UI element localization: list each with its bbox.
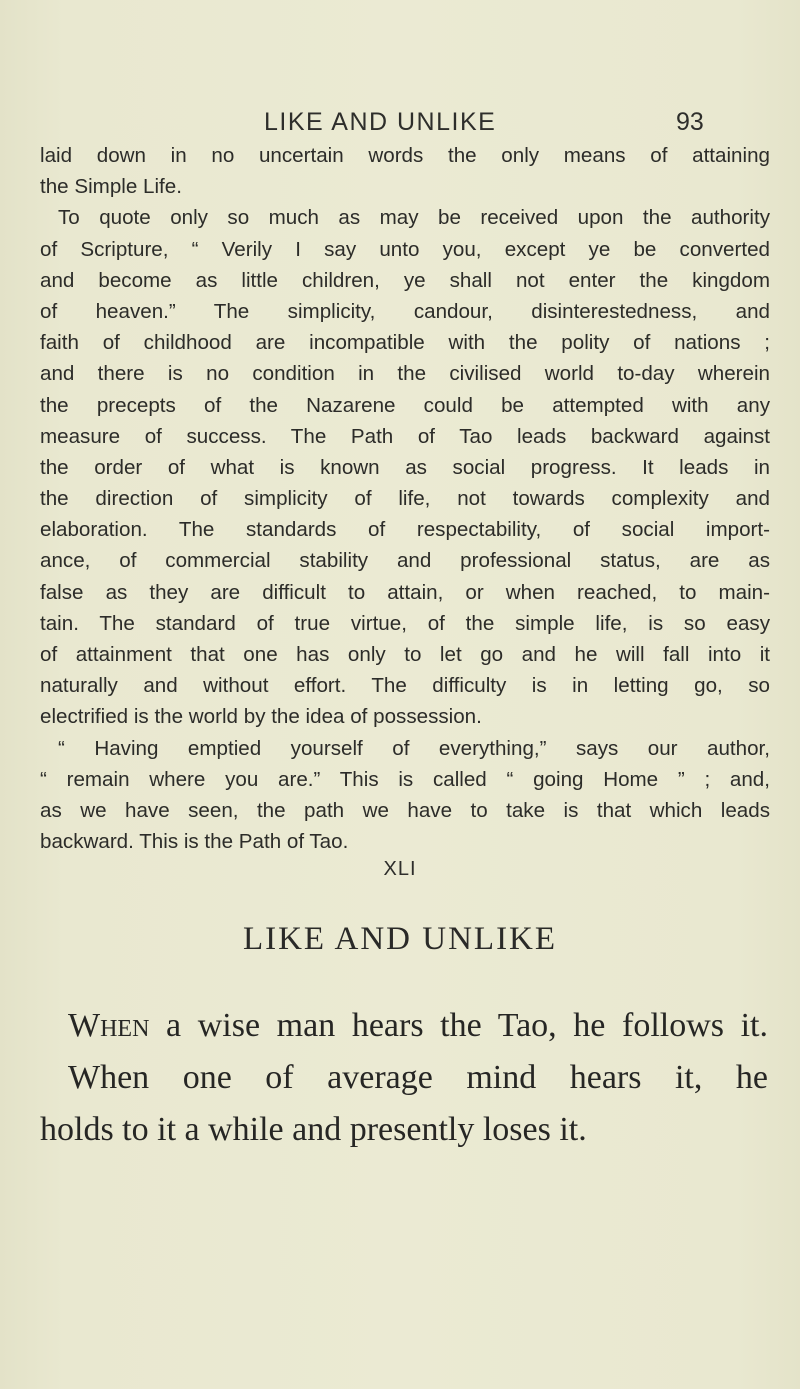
text-line: tain. The standard of true virtue, of the simple life, is so easy bbox=[40, 611, 770, 635]
text-line: To quote only so much as may be received upon the authority bbox=[58, 206, 770, 230]
text-line: electrified is the world by the idea of possession. bbox=[40, 705, 482, 729]
text-line: of heaven.” The simplicity, candour, disinterestedness, and bbox=[40, 299, 770, 323]
text-line: of Scripture, “ Verily I say unto you, except ye be converted bbox=[40, 237, 770, 261]
text-line: and become as little children, ye shall not enter the kingdom bbox=[40, 268, 770, 292]
text-line: “ Having emptied yourself of everything,” says our author, bbox=[58, 736, 770, 760]
verse-first-word: When bbox=[68, 1007, 150, 1044]
text-line: laid down in no uncertain words the only means of attaining bbox=[40, 144, 770, 167]
text-line: the Simple Life. bbox=[40, 175, 182, 199]
running-head bbox=[0, 108, 800, 138]
text-line: and there is no condition in the civilised world to-day wherein bbox=[40, 362, 770, 386]
verse-line bbox=[40, 1000, 768, 1052]
text-line: false as they are difficult to attain, or when reached, to main- bbox=[40, 580, 770, 604]
text-line: the precepts of the Nazarene could be attempted with any bbox=[40, 393, 770, 417]
chapter-number: XLI bbox=[383, 858, 417, 880]
text-line: elaboration. The standards of respectability, of social import- bbox=[40, 518, 770, 542]
running-title: LIKE AND UNLIKE bbox=[264, 108, 497, 136]
text-line: faith of childhood are incompatible with the polity of nations ; bbox=[40, 331, 770, 355]
verse-text bbox=[40, 1000, 768, 1156]
page-number: 93 bbox=[676, 108, 704, 136]
text-line: the direction of simplicity of life, not towards complexity and bbox=[40, 487, 770, 511]
text-line: the order of what is known as social progress. It leads in bbox=[40, 455, 770, 479]
text-line: naturally and without effort. The difficulty is in letting go, so bbox=[40, 674, 770, 698]
text-line: as we have seen, the path we have to take is that which leads bbox=[40, 798, 770, 822]
verse-line: When one of average mind hears it, he bbox=[68, 1059, 768, 1096]
text-line: of attainment that one has only to let go and he will fall into it bbox=[40, 643, 770, 666]
text-line: “ remain where you are.” This is called “ going Home ” ; and, bbox=[40, 767, 770, 791]
text-line: backward. This is the Path of Tao. bbox=[40, 830, 349, 854]
chapter-title: LIKE AND UNLIKE bbox=[242, 921, 558, 957]
text-line: measure of success. The Path of Tao leads backward against bbox=[40, 424, 770, 448]
verse-line-rest: a wise man hears the Tao, he follows it. bbox=[149, 1007, 768, 1044]
verse-line: holds to it a while and presently loses it. bbox=[40, 1111, 587, 1148]
text-line: ance, of commercial stability and professional status, are as bbox=[40, 549, 770, 573]
body-text bbox=[40, 140, 770, 857]
